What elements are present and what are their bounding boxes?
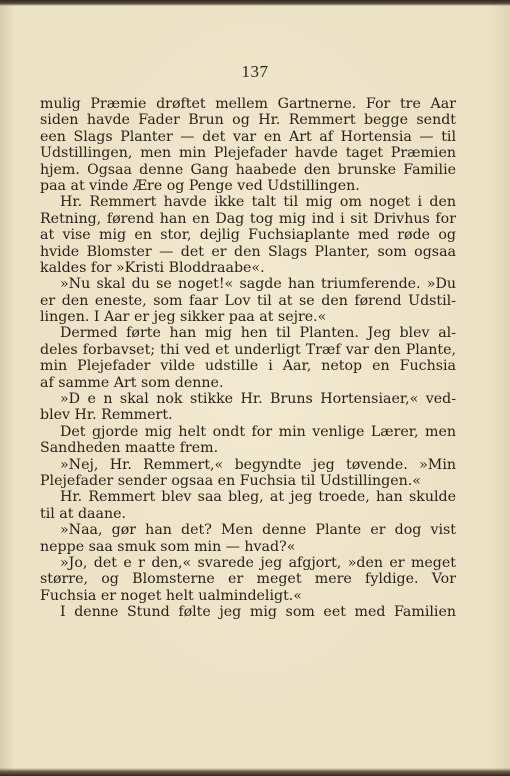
text-line: Det gjorde mig helt ondt for min venlige Lærer, men bbox=[60, 423, 456, 440]
text-line: neppe saa smuk som min — hvad?« bbox=[40, 538, 296, 555]
page-top-edge bbox=[0, 0, 510, 6]
text-line: til at daane. bbox=[40, 505, 126, 522]
text-line: »Naa, gør han det? Men denne Plante er dog vist bbox=[60, 522, 456, 539]
text-line: deles forbavset; thi ved et underligt Træf var den Plante, bbox=[40, 341, 456, 358]
gutter-marks bbox=[2, 90, 10, 390]
text-line: er den eneste, som faar Lov til at se den førend Udstil- bbox=[40, 292, 456, 309]
page-bottom-edge bbox=[0, 768, 510, 776]
text-line: siden havde Fader Brun og Hr. Remmert begge sendt bbox=[40, 112, 456, 129]
page-number: 137 bbox=[241, 62, 269, 81]
text-line: kaldes for »Kristi Bloddraabe«. bbox=[40, 259, 265, 276]
text-line: min Plejefader vilde udstille i Aar, netop en Fuchsia bbox=[40, 358, 456, 375]
text-line: af samme Art som denne. bbox=[40, 374, 224, 391]
text-line: I denne Stund følte jeg mig som eet med Familien bbox=[60, 604, 456, 621]
body-text bbox=[40, 96, 456, 621]
text-line: Fuchsia er noget helt ualmindeligt.« bbox=[40, 587, 302, 604]
text-line: »Nu skal du se noget!« sagde han triumferende. »Du bbox=[60, 276, 456, 293]
text-line: Plejefader sender ogsaa en Fuchsia til Udstillingen.« bbox=[40, 472, 421, 489]
text-line: at vise mig en stor, dejlig Fuchsiaplante med røde og bbox=[40, 227, 456, 244]
text-line: »D e n skal nok stikke Hr. Bruns Hortensiaer,« ved- bbox=[60, 391, 456, 408]
text-line: »Jo, det e r den,« svarede jeg afgjort, »den er meget bbox=[60, 554, 456, 571]
text-line: Retning, førend han en Dag tog mig ind i sit Drivhus for bbox=[40, 210, 456, 227]
text-line: Sandheden maatte frem. bbox=[40, 440, 219, 457]
text-line: »Nej, Hr. Remmert,« begyndte jeg tøvende. »Min bbox=[60, 456, 456, 473]
text-line: paa at vinde Ære og Penge ved Udstillingen. bbox=[40, 177, 360, 194]
text-line: større, og Blomsterne er meget mere fyldige. Vor bbox=[40, 571, 456, 588]
text-line: hvide Blomster — det er den Slags Planter, som ogsaa bbox=[40, 243, 456, 260]
text-line: lingen. I Aar er jeg sikker paa at sejre.« bbox=[40, 309, 327, 326]
text-line: Hr. Remmert havde ikke talt til mig om noget i den bbox=[60, 194, 456, 211]
text-line: mulig Præmie drøftet mellem Gartnerne. For tre Aar bbox=[40, 96, 456, 112]
text-line: hjem. Ogsaa denne Gang haabede den brunske Familie bbox=[40, 161, 456, 178]
text-line: Hr. Remmert blev saa bleg, at jeg troede, han skulde bbox=[60, 489, 456, 506]
text-line: Dermed førte han mig hen til Planten. Jeg blev al- bbox=[60, 325, 456, 342]
text-line: blev Hr. Remmert. bbox=[40, 407, 173, 424]
text-line: Udstillingen, men min Plejefader havde taget Præmien bbox=[40, 145, 456, 162]
text-line: een Slags Planter — det var en Art af Hortensia — til bbox=[40, 128, 456, 145]
